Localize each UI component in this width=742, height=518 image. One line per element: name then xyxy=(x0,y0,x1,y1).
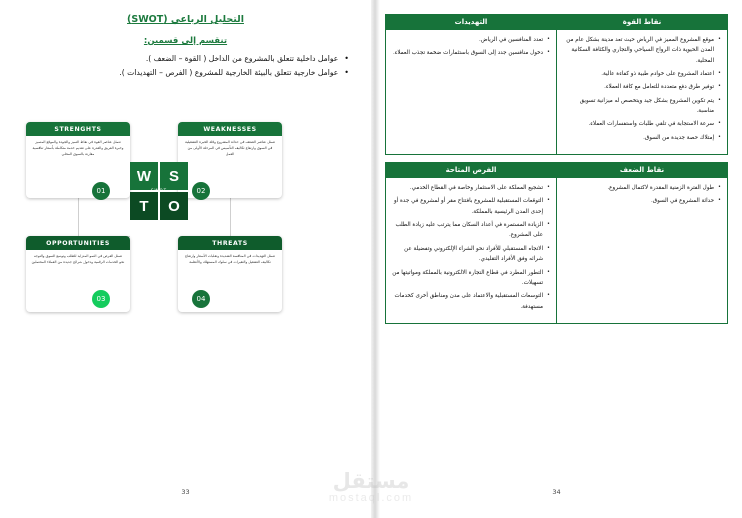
cell-threats xyxy=(386,30,557,155)
swot-card-body: تتمثل الفرص في النمو المتزايد للطلب وتوسع السوق والتوجه نحو الخدمات الرقمية ودخول شرائح جديدة من العملاء المحتملين xyxy=(31,254,125,264)
list-item-label: سرعة الاستجابة في تلقي طلبات واستفسارات العملاء. xyxy=(588,121,715,128)
list-item-label: اعتماد المشروع على خوادم طبية ذو كفاءة عالية. xyxy=(601,71,715,78)
list-item xyxy=(392,196,550,217)
page-subtitle: تنقسم إلى قسمين: xyxy=(143,36,228,46)
list-item-label: طول الفترة الزمنية المقدرة لاكتمال المشروع. xyxy=(607,185,715,192)
watermark-brand: مستقل xyxy=(332,468,410,493)
list-item-label: موقع المشروع المميز في الرياض حيث تعد مدينة بشكل عام من المدن الحيوية ذات الرواج السياحي والتجاري والكثافة السكانية المحلية. xyxy=(566,37,715,64)
swot-badge-weaknesses: 02 xyxy=(192,182,210,200)
bullet-icon: • xyxy=(718,184,721,191)
swot-card-body: تتمثل عناصر القوة في نقاط التميز والجودة والموقع المتميز وخبرة الفريق والقدرة على تقديم خدمة متكاملة بأسعار تنافسية مقارنة بالسوق المحلي xyxy=(32,140,124,156)
list-item xyxy=(392,35,550,45)
page-title: التحليل الرباعي (SWOT) xyxy=(127,14,244,25)
swot-center-word: SWOT xyxy=(150,188,168,193)
swot-letter-t: T xyxy=(130,192,158,220)
column-header-opportunities: الفرص المتاحة xyxy=(386,163,557,178)
column-header-strengths: نقاط القوة xyxy=(557,15,728,30)
list-item-label: عوامل خارجية تتعلق بالبيئة الخارجية للمشروع ( الفرص – التهديدات ). xyxy=(119,68,339,78)
list-item xyxy=(563,183,721,193)
swot-card-header: OPPORTUNITIES xyxy=(26,236,130,250)
bullet-icon: • xyxy=(344,54,349,63)
table-header-row xyxy=(386,15,728,30)
list-item xyxy=(563,69,721,79)
swot-card-body: تتمثل التهديدات في المنافسة الشديدة وتقلبات الأسعار وارتفاع تكاليف التشغيل والتغيرات في سلوك المستهلك والأنظمة xyxy=(185,254,275,264)
list-item xyxy=(563,82,721,92)
table-header-row xyxy=(386,163,728,178)
list-item xyxy=(392,244,550,265)
list-item xyxy=(392,268,550,289)
list-item-label: تشجيع المملكة على الاستثمار وخاصة في القطاع الخدمي. xyxy=(409,185,544,192)
page-number: 33 xyxy=(181,488,190,496)
bullet-icon: • xyxy=(547,268,550,275)
swot-badge-opportunities: 03 xyxy=(92,290,110,308)
column-header-threats: التهديدات xyxy=(386,15,557,30)
swot-badge-threats: 04 xyxy=(192,290,210,308)
list-item xyxy=(563,196,721,206)
list-item-label: التطور المطرد في قطاع التجارة الالكترونية بالمملكة ومواتيتها من تسهيلات. xyxy=(392,269,544,286)
watermark-url: mostaql.com xyxy=(328,492,414,504)
list-item-label: تعدد المنافسين في الرياض. xyxy=(479,37,544,43)
list-item xyxy=(392,220,550,241)
bullet-icon: • xyxy=(718,197,721,204)
bullet-icon: • xyxy=(547,292,550,299)
table-weaknesses-opportunities xyxy=(385,162,728,324)
bullet-icon: • xyxy=(718,96,721,103)
page-34 xyxy=(371,0,742,518)
swot-letter-w: W xyxy=(130,162,158,190)
swot-center-letters xyxy=(130,162,188,220)
swot-card-header: WEAKNESSES xyxy=(178,122,282,136)
bullet-icon: • xyxy=(547,244,550,251)
table-row xyxy=(386,178,728,324)
list-item-label: دخول منافسين جدد إلى السوق باستثمارات ضخمة تجذب العملاء. xyxy=(392,50,544,57)
swot-card-header: THREATS xyxy=(178,236,282,250)
swot-badge-strengths: 01 xyxy=(92,182,110,200)
bullet-icon: • xyxy=(547,184,550,191)
bullet-icon: • xyxy=(718,70,721,77)
list-item-label: التوسعات المستقبلية والاعتماد على مدن ومناطق أخرى كخدمات مستهدفة. xyxy=(394,293,544,310)
list-item-label: إمتلاك حصة جديدة من السوق. xyxy=(643,134,715,141)
swot-card-body: تتمثل عناصر الضعف في حداثة المشروع وقلة الخبرة التشغيلية في السوق وارتفاع تكاليف التأسيس في المرحلة الأولى من العمل xyxy=(184,140,276,156)
list-item-label: عوامل داخلية تتعلق بالمشروع من الداخل ( القوة – الضعف ). xyxy=(145,54,339,63)
swot-tables xyxy=(385,14,728,324)
list-item-label: الزيادة المستمرة في أعداد السكان مما يترتب عليه زيادة الطلب على المشروع. xyxy=(395,222,544,239)
bullet-icon: • xyxy=(718,120,721,127)
list-item xyxy=(22,52,349,66)
table-strengths-threats xyxy=(385,14,728,155)
page-number: 34 xyxy=(552,488,561,496)
cell-weaknesses xyxy=(557,178,728,324)
list-item xyxy=(563,119,721,129)
swot-card-opportunities xyxy=(26,236,130,312)
table-spacer xyxy=(385,155,728,162)
swot-diagram xyxy=(26,122,282,312)
swot-card-header: STRENGHTS xyxy=(26,122,130,136)
list-item-label: التوقعات المستقبلية للمشروع بافتتاح مقر أو لمشروع في جدة أو إحدى المدن الرئيسية بالمملكة. xyxy=(393,198,544,215)
bullet-icon: • xyxy=(547,197,550,204)
swot-letter-s: S xyxy=(160,162,188,190)
bullet-icon: • xyxy=(547,221,550,228)
list-item xyxy=(392,48,550,58)
bullet-icon: • xyxy=(718,36,721,42)
bullet-icon: • xyxy=(718,133,721,140)
swot-letter-o: O xyxy=(160,192,188,220)
list-item xyxy=(563,35,721,66)
bullet-icon: • xyxy=(547,49,550,56)
page-gutter xyxy=(371,0,380,518)
list-item-label: توفير طرق دفع متعددة للتعامل مع كافة العملاء. xyxy=(604,84,715,91)
cell-strengths xyxy=(557,30,728,155)
list-item-label: الاتجاه المستقبلي للأفراد نحو الشراء الإلكتروني وتفضيلة عن شرائه وفق الأفراد التقليدي. xyxy=(404,245,544,263)
list-item xyxy=(392,183,550,193)
list-item xyxy=(563,133,721,143)
list-item-label: يتم تكوين المشروع بشكل جيد ويتخصص له ميزانية تسويق مناسبة. xyxy=(579,97,715,115)
column-header-weaknesses: نقاط الضعف xyxy=(557,163,728,178)
list-item xyxy=(392,291,550,312)
bullet-icon: • xyxy=(547,36,550,42)
swot-card-strengths xyxy=(26,122,130,198)
table-row xyxy=(386,30,728,155)
list-item-label: حداثة المشروع في السوق. xyxy=(651,198,715,205)
cell-opportunities xyxy=(386,178,557,324)
bullet-icon: • xyxy=(718,83,721,90)
list-item xyxy=(563,96,721,117)
bullet-icon: • xyxy=(344,68,349,78)
intro-bullet-list xyxy=(22,52,349,81)
list-item xyxy=(22,66,349,80)
